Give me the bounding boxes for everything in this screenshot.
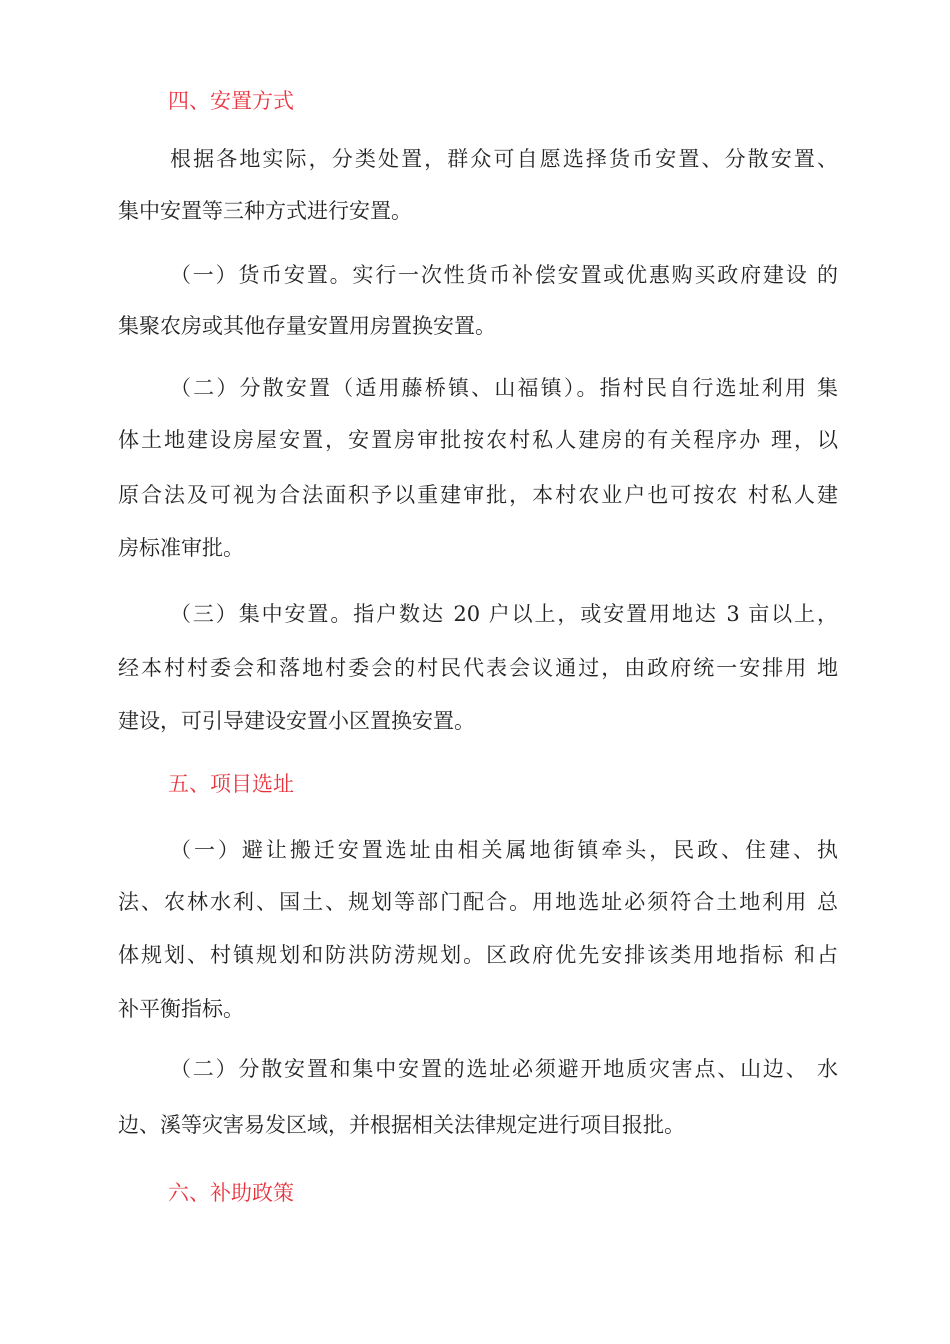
paragraph-line: 经本村村委会和落地村委会的村民代表会议通过，由政府统一安排用 地 bbox=[118, 656, 838, 680]
paragraph-line: （一）货币安置。实行一次性货币补偿安置或优惠购买政府建设 的 bbox=[170, 263, 838, 287]
paragraph-line: 法、农林水利、国土、规划等部门配合。用地选址必须符合土地利用 总 bbox=[118, 890, 838, 914]
paragraph-line: （二）分散安置和集中安置的选址必须避开地质灾害点、山边、 水 bbox=[170, 1057, 838, 1081]
paragraph-line: 原合法及可视为合法面积予以重建审批，本村农业户也可按农 村私人建 bbox=[118, 483, 838, 507]
section-heading-5: 五、项目选址 bbox=[168, 772, 294, 796]
paragraph-line: 补平衡指标。 bbox=[118, 997, 244, 1021]
paragraph-line: 体规划、村镇规划和防洪防涝规划。区政府优先安排该类用地指标 和占 bbox=[118, 943, 838, 967]
paragraph-line: （二）分散安置（适用藤桥镇、山福镇）。指村民自行选址利用 集 bbox=[170, 376, 838, 400]
paragraph-line: 房标准审批。 bbox=[118, 536, 244, 560]
paragraph-line: 体土地建设房屋安置，安置房审批按农村私人建房的有关程序办 理，以 bbox=[118, 428, 838, 452]
paragraph-line: （一）避让搬迁安置选址由相关属地街镇牵头，民政、住建、执 bbox=[170, 838, 838, 862]
paragraph-line: 建设，可引导建设安置小区置换安置。 bbox=[118, 709, 475, 733]
paragraph-line: 边、溪等灾害易发区域，并根据相关法律规定进行项目报批。 bbox=[118, 1113, 685, 1137]
section-heading-4: 四、安置方式 bbox=[168, 89, 294, 113]
paragraph-line: 根据各地实际，分类处置，群众可自愿选择货币安置、分散安置、 bbox=[170, 147, 838, 171]
paragraph-line: （三）集中安置。指户数达 20 户以上，或安置用地达 3 亩以上， bbox=[170, 602, 838, 626]
paragraph-line: 集聚农房或其他存量安置用房置换安置。 bbox=[118, 314, 496, 338]
paragraph-line: 集中安置等三种方式进行安置。 bbox=[118, 199, 412, 223]
section-heading-6: 六、补助政策 bbox=[168, 1181, 294, 1205]
